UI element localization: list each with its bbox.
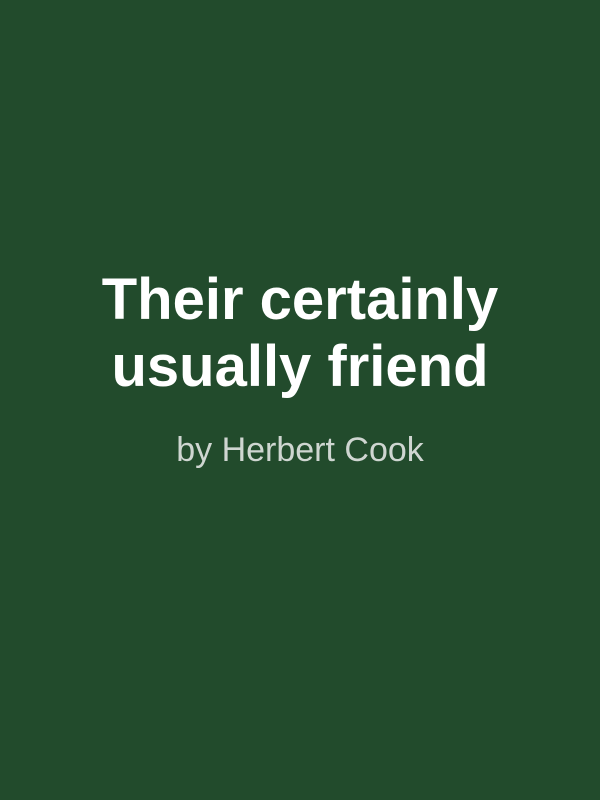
book-title-line-1: Their certainly xyxy=(101,267,499,332)
book-author: by Herbert Cook xyxy=(176,431,424,469)
book-title xyxy=(0,266,600,400)
book-title-line-2: usually friend xyxy=(111,334,489,399)
